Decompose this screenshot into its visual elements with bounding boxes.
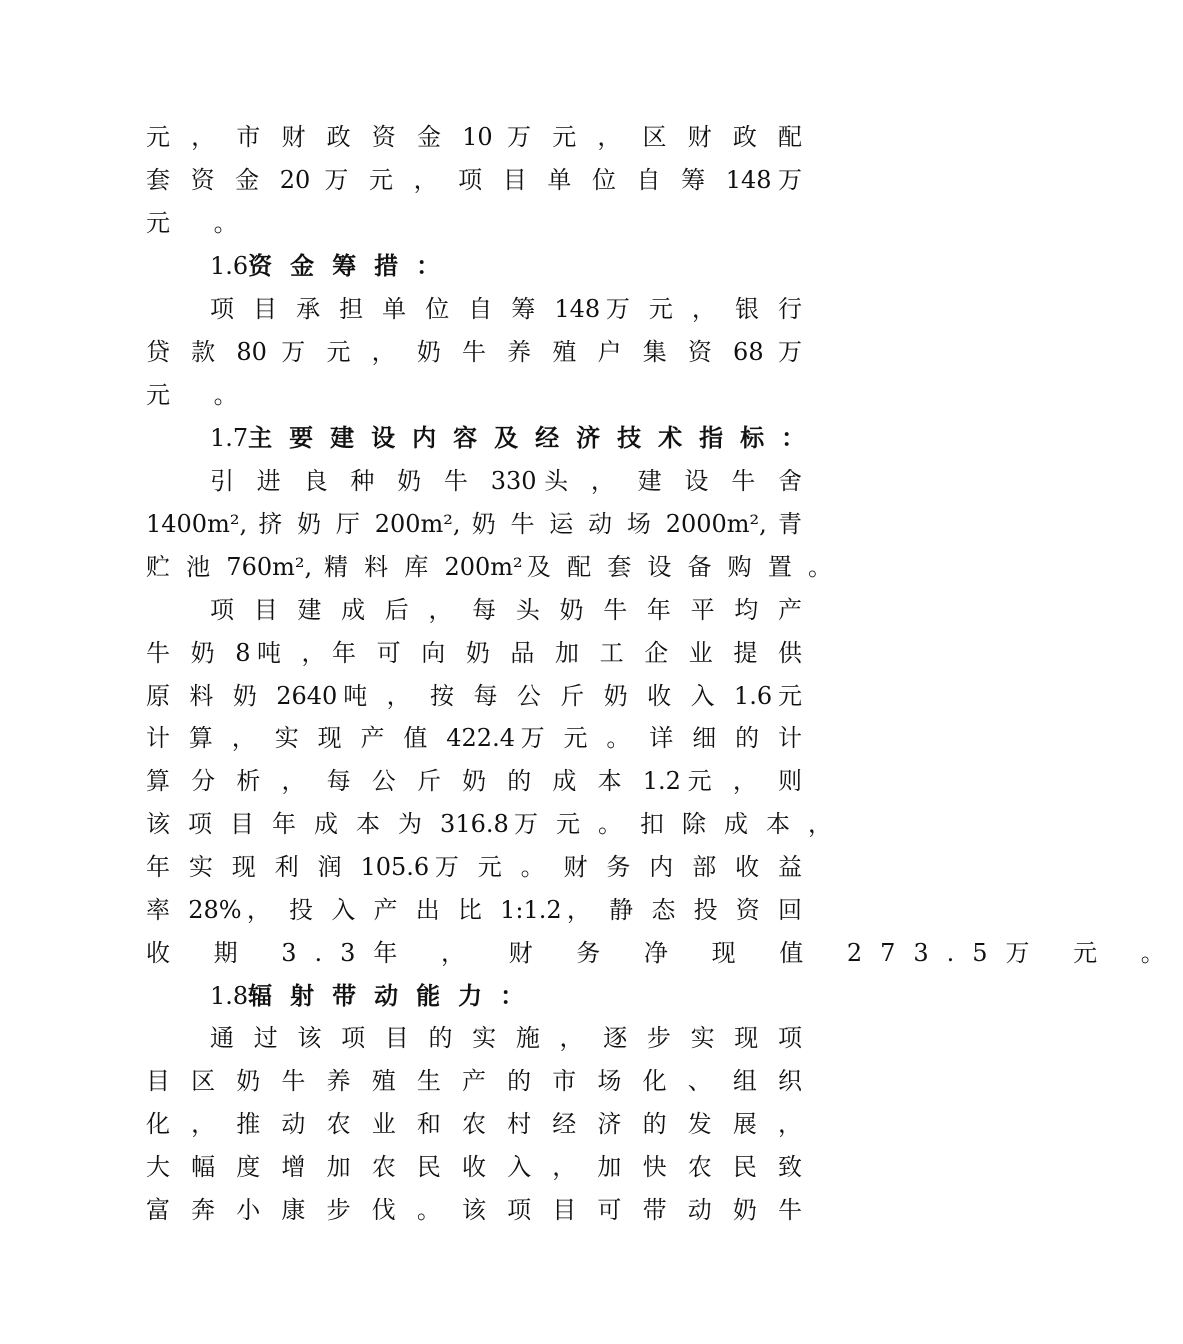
section-title: 主要建设内容及经济技术指标： [248,424,823,452]
paragraph-line: 元 ， 市 财 政 资 金 10 万 元 ， 区 财 政 配 [146,123,802,151]
section-heading-1-6 [210,248,458,284]
paragraph-line: 通 过 该 项 目 的 实 施 ， 逐 步 实 现 项 [210,1024,802,1052]
paragraph-line: 1400m², 挤 奶 厅 200m², 奶 牛 运 动 场 2000m², 青 [146,510,802,538]
paragraph-line: 项 目 承 担 单 位 自 筹 148万 元 ， 银 行 [210,295,802,323]
paragraph-line: 元 。 [146,209,256,237]
paragraph-line: 计 算 ， 实 现 产 值 422.4万 元 。 详 细 的 计 [146,724,802,752]
section-number: 1.8 [210,982,249,1010]
section-title: 资金筹措： [248,252,459,280]
paragraph-line: 富 奔 小 康 步 伐 。 该 项 目 可 带 动 奶 牛 [146,1196,802,1224]
paragraph-line: 该 项 目 年 成 本 为 316.8万 元 。 扣 除 成 本 ， [146,810,832,838]
paragraph-line: 化 ， 推 动 农 业 和 农 村 经 济 的 发 展 ， [146,1110,802,1138]
paragraph-line: 率 28%， 投 入 产 出 比 1:1.2， 静 态 投 资 回 [146,896,802,924]
paragraph-line: 项 目 建 成 后 ， 每 头 奶 牛 年 平 均 产 [210,596,802,624]
paragraph-line: 算 分 析 ， 每 公 斤 奶 的 成 本 1.2元 ， 则 [146,767,802,795]
paragraph-line: 贮 池 760m², 精 料 库 200m²及 配 套 设 备 购 置 。 [146,553,832,581]
paragraph-line: 收 期 3.3年 ， 财 务 净 现 值 273.5万 元 。 [146,939,1183,967]
paragraph-line: 贷 款 80 万 元 ， 奶 牛 养 殖 户 集 资 68 万 [146,338,802,366]
paragraph-line: 套 资 金 20 万 元 ， 项 目 单 位 自 筹 148万 [146,166,802,194]
paragraph-line: 元 。 [146,381,256,409]
paragraph-line: 引 进 良 种 奶 牛 330头 ， 建 设 牛 舍 [210,467,802,495]
paragraph-line: 牛 奶 8吨 ，年 可 向 奶 品 加 工 企 业 提 供 [146,639,802,667]
section-heading-1-8 [210,978,542,1014]
section-number: 1.6 [210,252,249,280]
paragraph-line: 年 实 现 利 润 105.6万 元 。 财 务 内 部 收 益 [146,853,802,881]
paragraph-line: 大 幅 度 增 加 农 民 收 入 ， 加 快 农 民 致 [146,1153,802,1181]
section-number: 1.7 [210,424,249,452]
paragraph-line: 原 料 奶 2640吨 ， 按 每 公 斤 奶 收 入 1.6元 [146,682,802,710]
section-title: 辐射带动能力： [248,982,543,1010]
paragraph-line: 目 区 奶 牛 养 殖 生 产 的 市 场 化 、 组 织 [146,1067,802,1095]
section-heading-1-7 [210,420,822,456]
